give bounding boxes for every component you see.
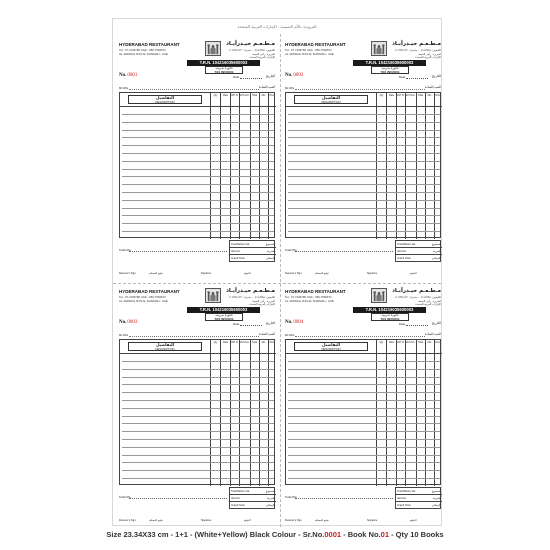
table-row — [122, 200, 274, 201]
tax-invoice-en: TAX INVOICE — [380, 316, 400, 321]
table-row — [288, 130, 440, 131]
totals-section — [119, 487, 275, 517]
total-dhs-label: Total Dhs. — [285, 495, 298, 499]
restaurant-name-ar: مـطـعـم حيـدرآبـاد — [392, 288, 441, 294]
receivers-sign-label-ar: توقيع المستلم — [315, 272, 329, 275]
contact-phone: Tel.: 07-7445798, Mob.: 050-7594672 — [119, 48, 166, 52]
invoice-header — [285, 40, 441, 82]
mosque-logo-icon — [371, 288, 387, 303]
description-header-en: DESCRIPTION — [155, 346, 175, 351]
trn-number: T.R.N. 104216035600003 — [353, 307, 426, 313]
table-row — [288, 416, 440, 417]
vat-amt-label: Vat Amt. — [397, 497, 407, 500]
total-before-vat-row — [230, 241, 276, 248]
contact-city-ar: الجزيرة, رأس الخيمة — [418, 52, 441, 56]
vat-pct-header: VAT % — [230, 341, 239, 344]
contact-country-ar: الإمارات العربية المتحدة — [249, 56, 275, 59]
restaurant-name-en: HYDERABAD RESTAURANT — [119, 289, 180, 294]
grand-total-label: Grand Total — [397, 504, 411, 507]
signature-row — [119, 519, 275, 525]
mosque-logo-icon — [205, 288, 221, 303]
description-header — [294, 342, 368, 351]
contact-address: AL JAZIRAH, RAS AL KHAIMAH - UAE — [119, 299, 168, 303]
customer-label-ar: السيد/السادة — [424, 332, 441, 336]
customer-label: Mr./M/s. — [285, 333, 295, 337]
total-header: Total — [251, 341, 258, 344]
description-header-ar: التفاصيل — [156, 95, 174, 100]
total-before-vat-label-ar: المجموع — [431, 490, 441, 493]
customer-label: Mr./M/s. — [119, 333, 129, 337]
vat-amt-header: VAT Amt. — [405, 341, 416, 344]
vat-pct-header: VAT % — [396, 341, 405, 344]
table-row — [288, 431, 440, 432]
qty-header: Qty — [379, 94, 384, 97]
receivers-sign-label: Receiver's Sign. — [285, 519, 303, 522]
vat-amt-label-ar: الضريبة — [432, 497, 441, 500]
grand-total-row — [396, 255, 442, 262]
no-label: No. — [119, 73, 127, 78]
vat-amt-label: Vat Amt. — [397, 250, 407, 253]
restaurant-name-ar: مـطـعـم حيـدرآبـاد — [226, 41, 275, 47]
contact-city-ar: الجزيرة, رأس الخيمة — [418, 299, 441, 303]
signature-label-ar: التوقيع — [244, 519, 251, 522]
grand-total-label: Grand Total — [231, 504, 245, 507]
table-row — [122, 470, 274, 471]
table-row — [288, 478, 440, 479]
dhs-header: Dhs. — [435, 341, 441, 344]
trn-number: T.R.N. 104216035600003 — [353, 60, 426, 66]
rate-header: Rate — [388, 94, 395, 97]
vat-amt-header: VAT Amt. — [239, 94, 250, 97]
vat-amt-label-ar: الضريبة — [432, 250, 441, 253]
restaurant-name-ar: مـطـعـم حيـدرآبـاد — [226, 288, 275, 294]
contact-phone-ar: التليفون: ٠٧٤٤٥٧٩٨ - متحرك: ٠٥٠٧٥٩٤٦٧٢ — [228, 296, 275, 299]
date-field[interactable] — [406, 78, 428, 79]
table-row — [288, 384, 440, 385]
perforation-vertical — [280, 34, 281, 527]
vat-amt-label-ar: الضريبة — [266, 497, 275, 500]
date-label-ar: التاريخ — [265, 321, 275, 325]
grand-total-label-ar: الإجمالي — [431, 257, 441, 260]
total-before-vat-label: Total Before Vat — [397, 490, 416, 493]
contact-country-ar: الإمارات العربية المتحدة — [415, 303, 441, 306]
total-before-vat-label: Total Before Vat — [397, 243, 416, 246]
total-dhs-label: Total Dhs. — [119, 495, 132, 499]
signature-label: Signature — [367, 519, 378, 522]
signature-row — [119, 272, 275, 278]
receivers-sign-label-ar: توقيع المستلم — [149, 519, 163, 522]
description-header-ar: التفاصيل — [156, 342, 174, 347]
table-row — [288, 200, 440, 201]
totals-section — [285, 240, 441, 270]
summary-box — [395, 487, 441, 509]
table-row — [122, 439, 274, 440]
contact-phone: Tel.: 07-7445798, Mob.: 050-7594672 — [285, 48, 332, 52]
invoice-number — [119, 73, 137, 78]
restaurant-name-en: HYDERABAD RESTAURANT — [285, 42, 346, 47]
date-field[interactable] — [240, 325, 262, 326]
items-table — [119, 92, 275, 238]
contact-phone-ar: التليفون: ٠٧٤٤٥٧٩٨ - متحرك: ٠٥٠٧٥٩٤٦٧٢ — [228, 49, 275, 52]
caption-serial: 0001 — [324, 530, 342, 539]
header-divider — [120, 106, 276, 107]
restaurant-name-en: HYDERABAD RESTAURANT — [119, 42, 180, 47]
contact-city-ar: الجزيرة, رأس الخيمة — [252, 52, 275, 56]
table-row — [122, 192, 274, 193]
qty-header: Qty — [213, 94, 218, 97]
grand-total-row — [396, 502, 442, 509]
total-dhs-label: Total Dhs. — [119, 248, 132, 252]
vat-amt-header: VAT Amt. — [239, 341, 250, 344]
signature-row — [285, 272, 441, 278]
trn-number: T.R.N. 104216035600003 — [187, 60, 260, 66]
table-row — [288, 169, 440, 170]
receivers-sign-label-ar: توقيع المستلم — [149, 272, 163, 275]
fils-header: Fils — [261, 341, 266, 344]
serial-number: 0003 — [127, 320, 138, 325]
customer-label: Mr./M/s. — [119, 86, 129, 90]
invoice-number — [285, 320, 303, 325]
total-dhs-field[interactable] — [295, 251, 393, 252]
total-before-vat-label-ar: المجموع — [265, 243, 275, 246]
fils-header: Fils — [427, 94, 432, 97]
table-row — [122, 184, 274, 185]
serial-number: 0004 — [293, 320, 304, 325]
caption-prefix: Size 23.34X33 cm - 1+1 - (White+Yellow) Black Colour - Sr.No. — [106, 530, 325, 539]
qty-header: Qty — [213, 341, 218, 344]
vat-amt-row — [230, 248, 276, 255]
table-row — [122, 377, 274, 378]
table-row — [122, 231, 274, 232]
trn-number: T.R.N. 104216035600003 — [187, 307, 260, 313]
table-row — [288, 215, 440, 216]
table-row — [122, 400, 274, 401]
vat-amt-row — [396, 495, 442, 502]
receivers-sign-label: Receiver's Sign. — [119, 272, 137, 275]
no-label: No. — [285, 73, 293, 78]
product-caption — [0, 530, 550, 539]
grand-total-row — [230, 255, 276, 262]
table-row — [288, 223, 440, 224]
date-label: Date — [399, 75, 406, 79]
total-before-vat-label: Total Before Vat — [231, 490, 250, 493]
contact-address: AL JAZIRAH, RAS AL KHAIMAH - UAE — [285, 299, 334, 303]
fils-header: Fils — [427, 341, 432, 344]
total-before-vat-row — [230, 488, 276, 495]
customer-field[interactable] — [129, 336, 259, 337]
table-row — [288, 192, 440, 193]
date-label: Date — [233, 75, 240, 79]
table-row — [288, 462, 440, 463]
contact-address: AL JAZIRAH, RAS AL KHAIMAH - UAE — [119, 52, 168, 56]
vat-amt-header: VAT Amt. — [405, 94, 416, 97]
customer-label: Mr./M/s. — [285, 86, 295, 90]
table-row — [122, 169, 274, 170]
table-row — [288, 122, 440, 123]
total-header: Total — [417, 341, 424, 344]
table-row — [288, 455, 440, 456]
rate-header: Rate — [388, 341, 395, 344]
customer-label-ar: السيد/السادة — [424, 85, 441, 89]
total-header: Total — [251, 94, 258, 97]
date-label: Date — [233, 322, 240, 326]
tax-invoice-label — [371, 66, 409, 74]
table-row — [288, 231, 440, 232]
contact-phone: Tel.: 07-7445798, Mob.: 050-7594672 — [285, 295, 332, 299]
description-header-en: DESCRIPTION — [321, 346, 341, 351]
caption-middle: - Book No. — [341, 530, 381, 539]
restaurant-name-en: HYDERABAD RESTAURANT — [285, 289, 346, 294]
total-dhs-label: Total Dhs. — [285, 248, 298, 252]
tax-invoice-label — [205, 313, 243, 321]
customer-field[interactable] — [129, 89, 259, 90]
table-row — [288, 153, 440, 154]
table-row — [122, 369, 274, 370]
table-row — [288, 208, 440, 209]
total-before-vat-label: Total Before Vat — [231, 243, 250, 246]
sheet-header: الترويدة: بالأم النسيمة - الإمارات العربية المتحدة — [237, 24, 317, 29]
table-row — [122, 153, 274, 154]
customer-label-ar: السيد/السادة — [258, 332, 275, 336]
table-row — [122, 176, 274, 177]
mosque-logo-icon — [371, 41, 387, 56]
tax-invoice-en: TAX INVOICE — [214, 69, 234, 74]
perforation-horizontal — [113, 283, 441, 284]
no-label: No. — [119, 320, 127, 325]
no-label: No. — [285, 320, 293, 325]
table-row — [122, 161, 274, 162]
items-table — [119, 339, 275, 485]
table-row — [122, 145, 274, 146]
contact-phone-ar: التليفون: ٠٧٤٤٥٧٩٨ - متحرك: ٠٥٠٧٥٩٤٦٧٢ — [394, 49, 441, 52]
dhs-header: Dhs. — [269, 94, 275, 97]
description-header-en: DESCRIPTION — [321, 99, 341, 104]
invoice-header — [119, 40, 275, 82]
serial-number: 0001 — [127, 73, 138, 78]
invoice-sheet — [112, 18, 442, 526]
signature-label-ar: التوقيع — [410, 519, 417, 522]
tax-invoice-label — [371, 313, 409, 321]
serial-number: 0002 — [293, 73, 304, 78]
contact-phone-ar: التليفون: ٠٧٤٤٥٧٩٨ - متحرك: ٠٥٠٧٥٩٤٦٧٢ — [394, 296, 441, 299]
tax-invoice-en: TAX INVOICE — [214, 316, 234, 321]
customer-field[interactable] — [295, 89, 425, 90]
table-row — [122, 208, 274, 209]
table-row — [288, 470, 440, 471]
table-row — [122, 223, 274, 224]
grand-total-label: Grand Total — [397, 257, 411, 260]
table-row — [288, 161, 440, 162]
total-dhs-field[interactable] — [295, 498, 393, 499]
table-row — [288, 114, 440, 115]
table-row — [122, 137, 274, 138]
date-label: Date — [399, 322, 406, 326]
table-row — [288, 408, 440, 409]
table-row — [122, 392, 274, 393]
tax-invoice-en: TAX INVOICE — [380, 69, 400, 74]
receivers-sign-label: Receiver's Sign. — [119, 519, 137, 522]
table-row — [288, 369, 440, 370]
table-row — [288, 361, 440, 362]
date-label-ar: التاريخ — [431, 74, 441, 78]
total-dhs-field[interactable] — [129, 251, 227, 252]
table-row — [288, 400, 440, 401]
invoice-number — [285, 73, 303, 78]
signature-label: Signature — [201, 519, 212, 522]
table-row — [122, 361, 274, 362]
signature-label: Signature — [201, 272, 212, 275]
grand-total-label: Grand Total — [231, 257, 245, 260]
header-divider — [120, 353, 276, 354]
invoice-form — [119, 287, 275, 525]
invoice-header — [285, 287, 441, 329]
signature-label-ar: التوقيع — [410, 272, 417, 275]
tax-invoice-ar: فاتورة ضريبية — [381, 313, 399, 317]
dhs-header: Dhs. — [269, 341, 275, 344]
description-header-en: DESCRIPTION — [155, 99, 175, 104]
table-row — [122, 455, 274, 456]
customer-field[interactable] — [295, 336, 425, 337]
mosque-logo-icon — [205, 41, 221, 56]
items-table — [285, 339, 441, 485]
invoice-header — [119, 287, 275, 329]
rate-header: Rate — [222, 94, 229, 97]
table-row — [122, 130, 274, 131]
grand-total-label-ar: الإجمالي — [431, 504, 441, 507]
signature-label: Signature — [367, 272, 378, 275]
table-row — [288, 145, 440, 146]
table-row — [122, 423, 274, 424]
receivers-sign-label-ar: توقيع المستلم — [315, 519, 329, 522]
table-row — [122, 447, 274, 448]
table-row — [288, 184, 440, 185]
table-row — [122, 114, 274, 115]
tax-invoice-label — [205, 66, 243, 74]
contact-country-ar: الإمارات العربية المتحدة — [249, 303, 275, 306]
totals-section — [119, 240, 275, 270]
description-header — [294, 95, 368, 104]
table-row — [288, 377, 440, 378]
date-label-ar: التاريخ — [431, 321, 441, 325]
table-row — [288, 439, 440, 440]
table-row — [288, 447, 440, 448]
invoice-number — [119, 320, 137, 325]
caption-book: 01 — [380, 530, 389, 539]
header-divider — [286, 106, 442, 107]
vat-amt-row — [396, 248, 442, 255]
summary-box — [229, 487, 275, 509]
table-row — [122, 122, 274, 123]
table-row — [288, 392, 440, 393]
restaurant-name-ar: مـطـعـم حيـدرآبـاد — [392, 41, 441, 47]
vat-amt-label: Vat Amt. — [231, 250, 241, 253]
summary-box — [395, 240, 441, 262]
total-header: Total — [417, 94, 424, 97]
table-row — [288, 176, 440, 177]
signature-label-ar: التوقيع — [244, 272, 251, 275]
vat-amt-label: Vat Amt. — [231, 497, 241, 500]
tax-invoice-ar: فاتورة ضريبية — [381, 66, 399, 70]
table-row — [122, 462, 274, 463]
vat-pct-header: VAT % — [396, 94, 405, 97]
dhs-header: Dhs. — [435, 94, 441, 97]
contact-phone: Tel.: 07-7445798, Mob.: 050-7594672 — [119, 295, 166, 299]
total-before-vat-label-ar: المجموع — [431, 243, 441, 246]
invoice-form — [285, 287, 441, 525]
table-row — [122, 478, 274, 479]
fils-header: Fils — [261, 94, 266, 97]
qty-header: Qty — [379, 341, 384, 344]
signature-row — [285, 519, 441, 525]
tax-invoice-ar: فاتورة ضريبية — [215, 66, 233, 70]
total-dhs-field[interactable] — [129, 498, 227, 499]
vat-amt-row — [230, 495, 276, 502]
total-before-vat-label-ar: المجموع — [265, 490, 275, 493]
date-field[interactable] — [240, 78, 262, 79]
invoice-form — [285, 40, 441, 278]
description-header — [128, 342, 202, 351]
customer-label-ar: السيد/السادة — [258, 85, 275, 89]
grand-total-label-ar: الإجمالي — [265, 504, 275, 507]
table-row — [122, 408, 274, 409]
caption-suffix: - Qty 10 Books — [389, 530, 444, 539]
items-table — [285, 92, 441, 238]
table-row — [288, 137, 440, 138]
header-divider — [286, 353, 442, 354]
description-header-ar: التفاصيل — [322, 95, 340, 100]
date-field[interactable] — [406, 325, 428, 326]
table-row — [122, 416, 274, 417]
vat-amt-label-ar: الضريبة — [266, 250, 275, 253]
table-row — [122, 431, 274, 432]
tax-invoice-ar: فاتورة ضريبية — [215, 313, 233, 317]
grand-total-label-ar: الإجمالي — [265, 257, 275, 260]
table-row — [288, 423, 440, 424]
table-row — [122, 215, 274, 216]
date-label-ar: التاريخ — [265, 74, 275, 78]
contact-address: AL JAZIRAH, RAS AL KHAIMAH - UAE — [285, 52, 334, 56]
totals-section — [285, 487, 441, 517]
total-before-vat-row — [396, 241, 442, 248]
total-before-vat-row — [396, 488, 442, 495]
contact-city-ar: الجزيرة, رأس الخيمة — [252, 299, 275, 303]
summary-box — [229, 240, 275, 262]
description-header — [128, 95, 202, 104]
vat-pct-header: VAT % — [230, 94, 239, 97]
receivers-sign-label: Receiver's Sign. — [285, 272, 303, 275]
invoice-form — [119, 40, 275, 278]
description-header-ar: التفاصيل — [322, 342, 340, 347]
grand-total-row — [230, 502, 276, 509]
table-row — [122, 384, 274, 385]
rate-header: Rate — [222, 341, 229, 344]
contact-country-ar: الإمارات العربية المتحدة — [415, 56, 441, 59]
